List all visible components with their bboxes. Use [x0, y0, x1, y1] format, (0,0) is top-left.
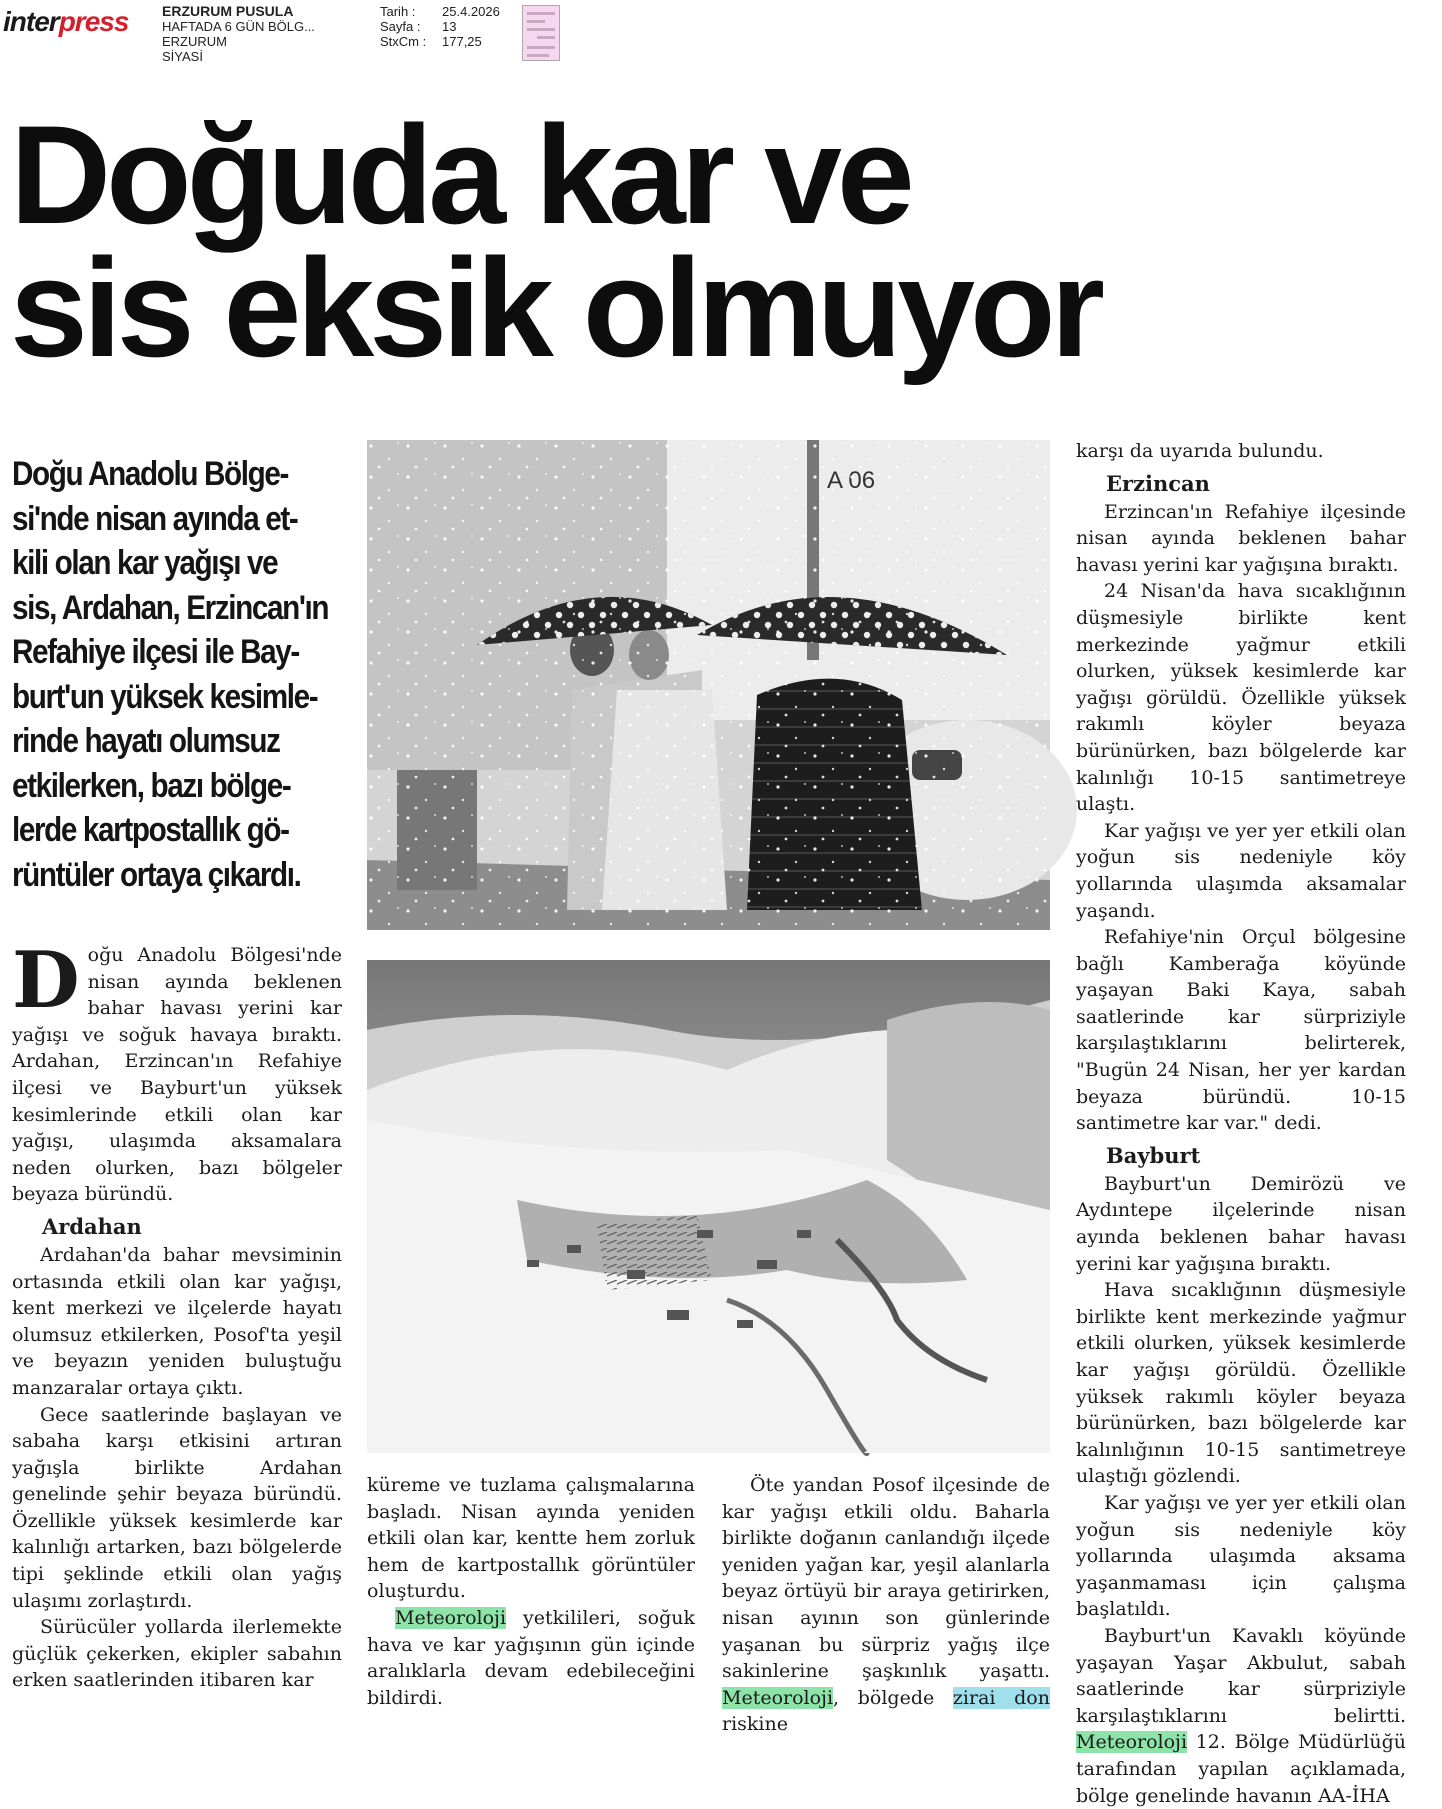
highlight-meteoroloji: Meteoroloji	[722, 1686, 834, 1709]
column-3-paragraph-1	[722, 1472, 1050, 1738]
lead-line: rinde hayatı olumsuz	[12, 722, 280, 760]
column-2-text: yetkilileri, soğuk hava ve kar yağışının gün içinde aralıklarla devam edebileceğini bildirdi.	[367, 1606, 695, 1709]
bayburt-paragraph-1: Bayburt'un Demirözü ve Aydıntepe ilçelerinde nisan ayında beklenen bahar havası yerini kar yağışına bıraktı.	[1076, 1172, 1406, 1275]
lead-line: Refahiye ilçesi ile Bay-	[12, 633, 299, 671]
lead-line: Doğu Anadolu Bölge-	[12, 455, 289, 493]
photo-umbrellas-snow	[367, 440, 1050, 930]
article-column-3	[722, 1472, 1050, 1738]
subheading-erzincan: Erzincan	[1106, 470, 1210, 496]
ardahan-paragraph-2: Gece saatlerinde başlayan ve sabaha karşı etkisini artıran yağışla birlikte Ardahan genelinde şehir beyaza büründü. Özellikle yüksek kesimlerde kar kalınlığı artarken, bazı bölgelerde tipi şeklinde etkili olan yağış ulaşımı zorlaştırdı.	[12, 1403, 342, 1612]
photo-snowy-valley	[367, 960, 1050, 1453]
bayburt-paragraph-3: Kar yağışı ve yer yer etkili olan yoğun sis nedeniyle köy yollarında ulaşımda aksama yaşanmaması için çalışma başlatıldı.	[1076, 1491, 1406, 1621]
erzincan-paragraph-1: Erzincan'ın Refahiye ilçesinde nisan ayında beklenen bahar havası yerini kar yağışına bıraktı.	[1076, 500, 1406, 576]
highlight-zirai-don: zirai don	[952, 1686, 1050, 1709]
publication-name: ERZURUM PUSULA	[162, 3, 294, 19]
headline-line-1: Doğuda kar ve	[10, 96, 910, 253]
bayburt-paragraph-2: Hava sıcaklığının düşmesiyle birlikte kent merkezinde yağmur etkili olurken, yüksek kesimlerde kar yağışı görüldü. Özellikle yüksek rakımlı köyler beyaza bürünürken, bazı bölgelerde kar kalınlığının 10-15 santimetreye ulaştığı gözlendi.	[1076, 1279, 1406, 1488]
column-2-paragraph-2	[367, 1605, 695, 1711]
column-3-text: , bölgede	[833, 1686, 953, 1709]
ardahan-paragraph-1: Ardahan'da bahar mevsiminin ortasında etkili olan kar yağışı, kent merkezi ve ilçelerde hayatı olumsuz etkilerken, Posof'ta yeşil ve beyazın yeniden buluştuğu manzaralar ortaya çıktı.	[12, 1243, 342, 1399]
photo-valley-drawing	[367, 960, 1050, 1453]
lead-line: kili olan kar yağışı ve	[12, 544, 278, 582]
lead-line: sis, Ardahan, Erzincan'ın	[12, 588, 329, 627]
column-4-paragraph-0: karşı da uyarıda bulundu.	[1076, 440, 1324, 462]
publication-info	[162, 4, 315, 64]
intro-text: oğu Anadolu Bölgesi'nde nisan ayında beklenen bahar havası yerini kar yağışı ve soğuk havaya bıraktı. Ardahan, Erzincan'ın Refahiye ilçesi ve Bayburt'un yüksek kesimlerinde etkili olan kar yağışı, ulaşımda aksamalara neden olurken, bazı bölgeler beyaza büründü.	[12, 944, 342, 1206]
lead-paragraph	[12, 452, 329, 897]
date-label: Tarih :	[380, 4, 416, 19]
erzincan-paragraph-2: 24 Nisan'da hava sıcaklığının düşmesiyle birlikte kent merkezinde yağmur etkili olurken, yüksek kesimlerde kar yağışı görüldü. Özellikle yüksek rakımlı köyler beyaza bürünürken, bazı bölgelerde kar kalınlığı 10-15 santimetreye ulaştı.	[1076, 580, 1406, 816]
page-label: Sayfa :	[380, 19, 421, 34]
column-3-text: Öte yandan Posof ilçesinde de kar yağışı etkili oldu. Baharla birlikte doğanın canlandığı ilçede yeniden yağan kar, yeşil alanlarla beyaz örtüyü bir araya getirirken, nisan ayının son günlerinde yaşanan bu sürpriz yağış ilçe sakinlerine şaşkınlık yaşattı.	[722, 1474, 1050, 1683]
highlight-meteoroloji: Meteoroloji	[1076, 1731, 1188, 1754]
article-column-4	[1076, 438, 1406, 1809]
lead-line: etkilerken, bazı bölge-	[12, 766, 291, 805]
lead-line: si'nde nisan ayında et-	[12, 499, 298, 538]
ardahan-paragraph-3: Sürücüler yollarda ilerlemekte güçlük çekerken, ekipler sabahın erken saatlerinden itibaren kar	[12, 1616, 342, 1692]
page-thumbnail[interactable]	[522, 5, 560, 61]
bayburt-paragraph-4	[1076, 1623, 1406, 1809]
column-3-text: riskine	[722, 1713, 788, 1736]
subheading-ardahan: Ardahan	[42, 1213, 142, 1239]
publication-frequency: HAFTADA 6 GÜN BÖLG...	[162, 19, 315, 34]
drop-cap: D	[12, 935, 80, 1026]
column-4-text: Bayburt'un Kavaklı köyünde yaşayan Yaşar Akbulut, sabah saatlerinde kar sürpriziyle karşılaştıklarını belirtti.	[1076, 1624, 1406, 1727]
stxcm-label: StxCm :	[380, 34, 427, 49]
lead-line: burt'un yüksek kesimle-	[12, 677, 318, 716]
interpress-logo: interpress	[3, 6, 129, 37]
page-value: 13	[442, 19, 457, 34]
erzincan-paragraph-4: Refahiye'nin Orçul bölgesine bağlı Kamberağa köyünde yaşayan Baki Kaya, sabah saatlerinde kar sürpriziyle karşılaştıklarını belirterek, "Bugün 24 Nisan, her yer kardan beyaza büründü. 10-15 santimetre kar var." dedi.	[1076, 926, 1406, 1135]
highlight-meteoroloji: Meteoroloji	[395, 1606, 507, 1629]
headline	[10, 96, 1430, 386]
stxcm-value: 177,25	[442, 34, 482, 49]
date-value: 25.4.2026	[442, 4, 500, 19]
publication-category: SİYASİ	[162, 49, 203, 64]
lead-line: lerde kartpostallık gö-	[12, 811, 289, 849]
column-2-paragraph-1: küreme ve tuzlama çalışmalarına başladı. Nisan ayında yeniden etkili olan kar, kentte hem zorluk hem de kartpostallık görüntüler oluşturdu.	[367, 1474, 695, 1603]
lead-line: rüntüler ortaya çıkardı.	[12, 855, 301, 894]
photo-umbrellas-drawing	[367, 440, 1050, 930]
erzincan-paragraph-3: Kar yağışı ve yer yer etkili olan yoğun sis nedeniyle köy yollarında ulaşımda aksamalar yaşandı.	[1076, 819, 1406, 922]
clipping-details	[380, 4, 500, 49]
column-4-text: 12. Bölge Müdürlüğü tarafından yapılan açıklamada, bölge genelinde havanın AA-İHA	[1076, 1731, 1406, 1807]
article-column-1	[12, 935, 342, 1694]
intro-paragraph	[12, 935, 342, 1208]
article-column-2	[367, 1472, 695, 1711]
subheading-bayburt: Bayburt	[1106, 1142, 1201, 1168]
headline-line-2: sis eksik olmuyor	[10, 229, 1101, 386]
publication-city: ERZURUM	[162, 34, 227, 49]
